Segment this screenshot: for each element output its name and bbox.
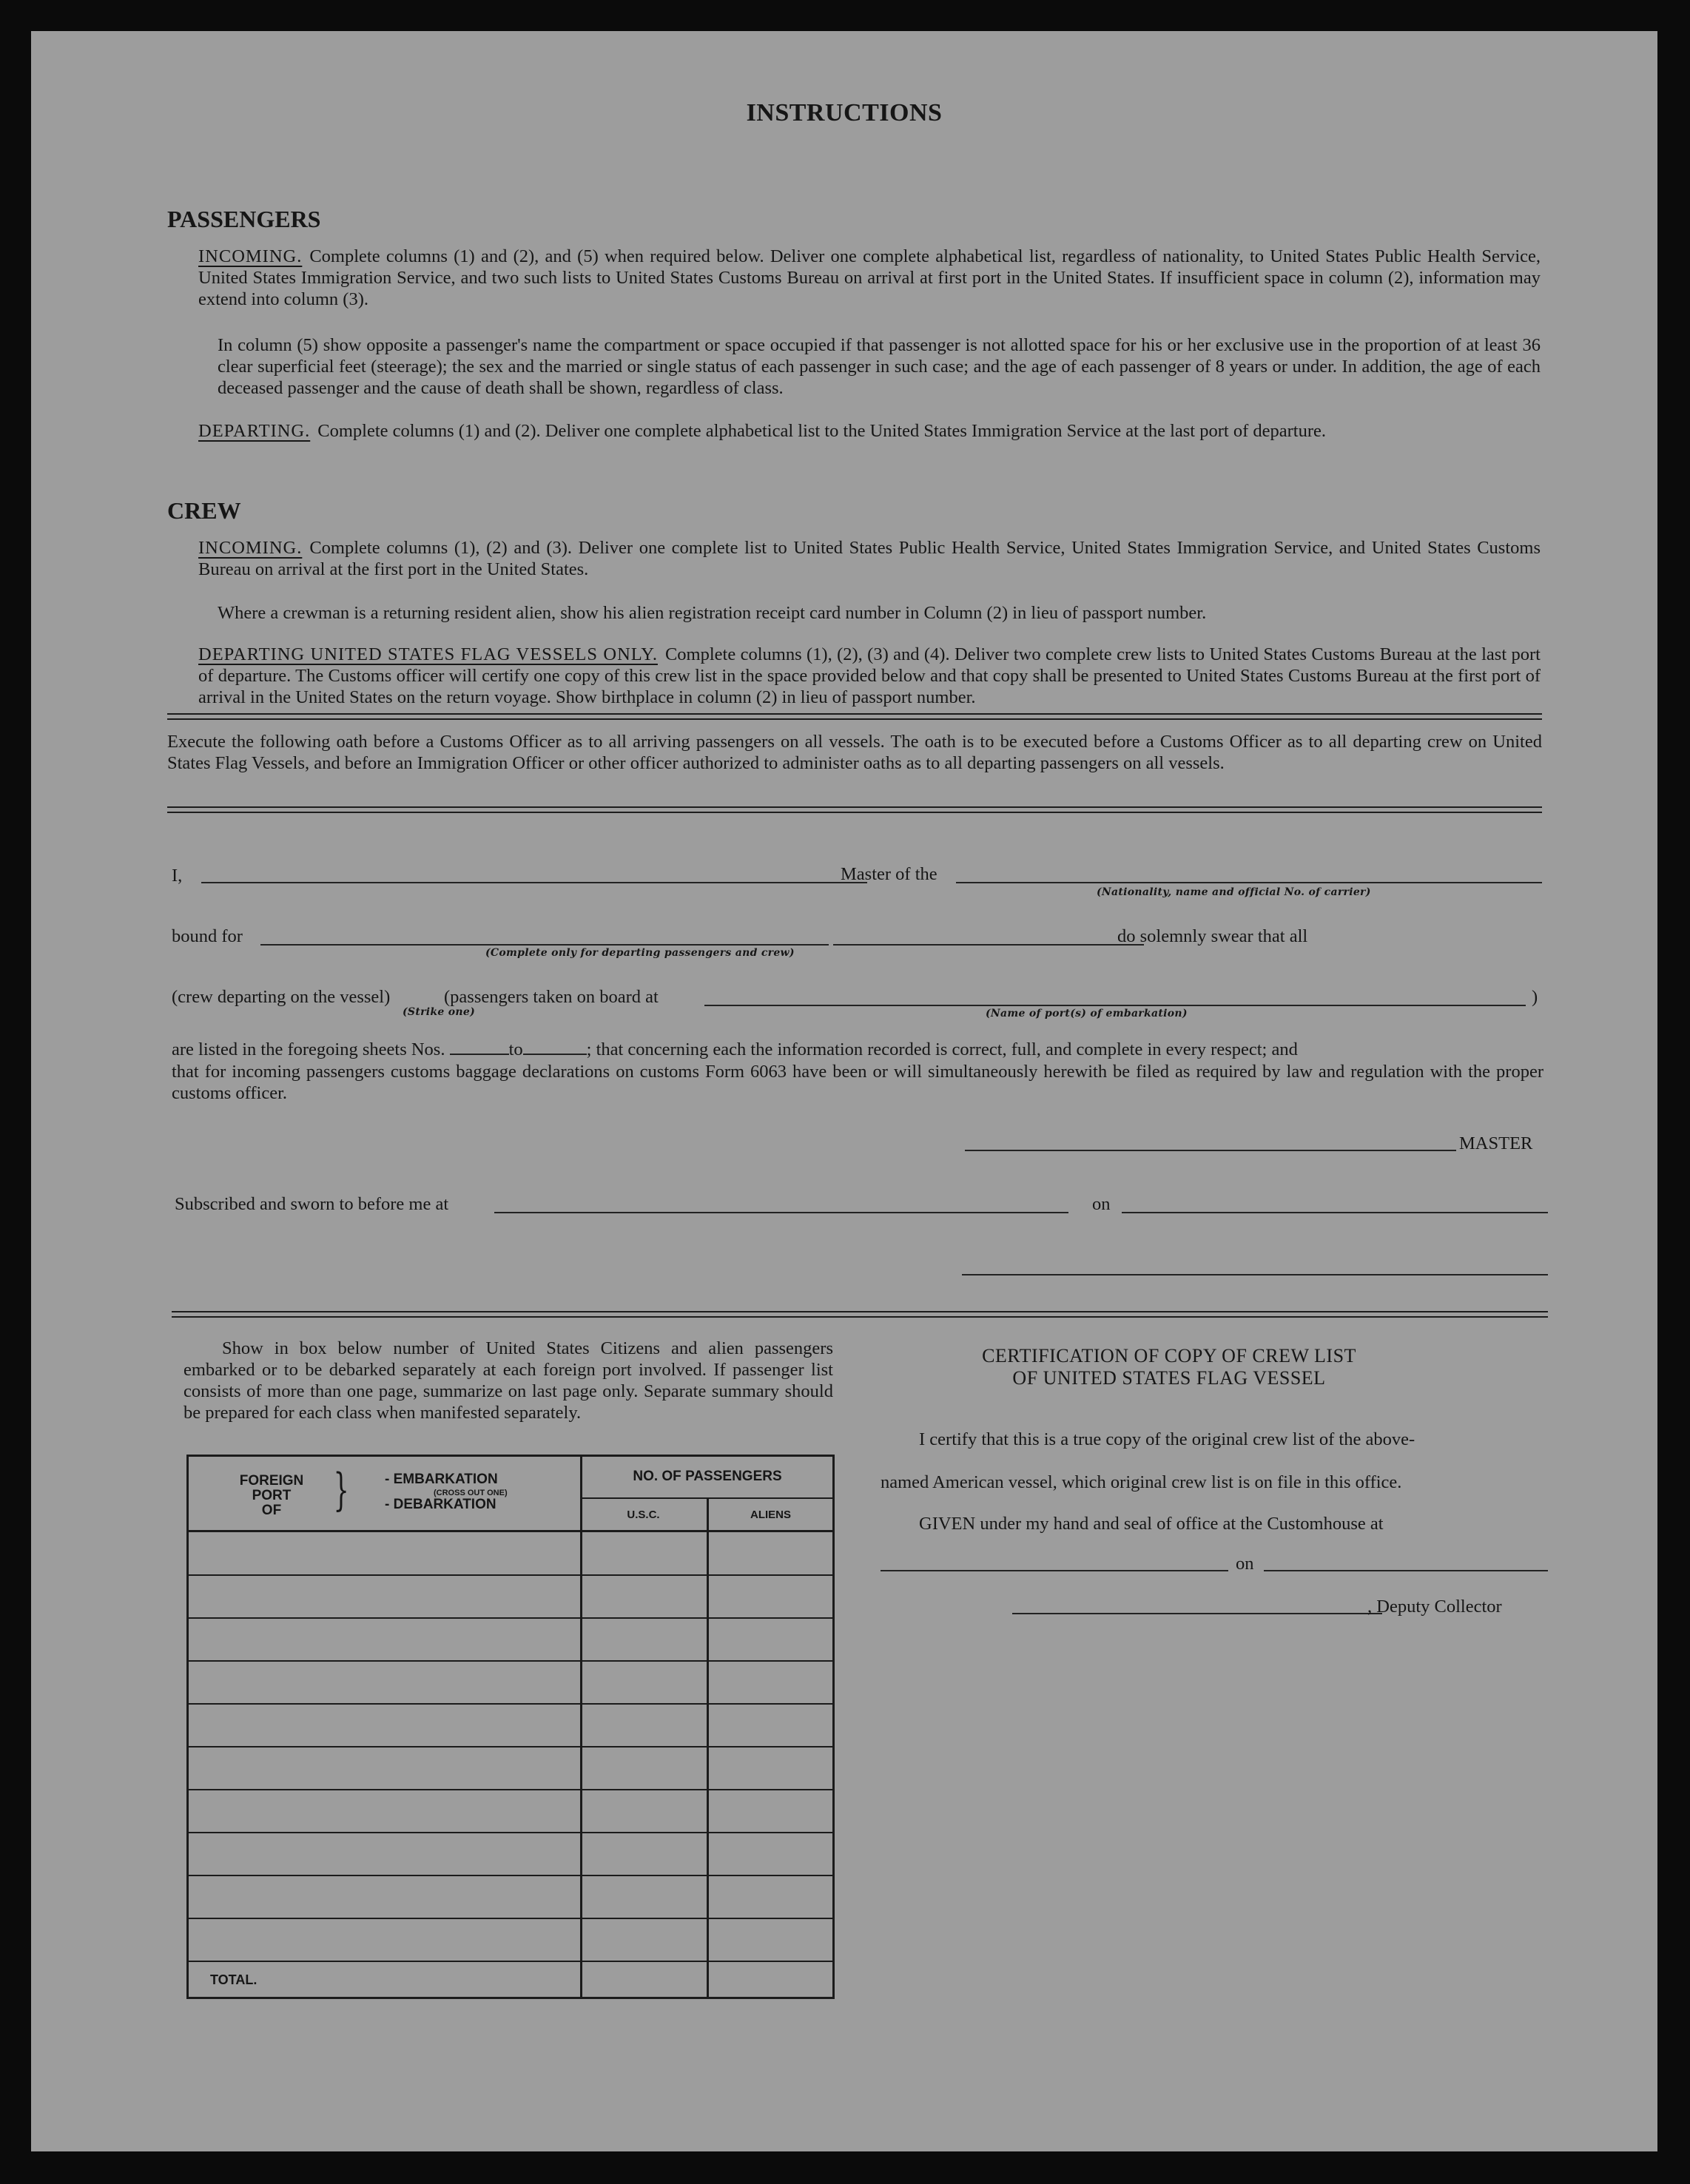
crew-departing-lead: DEPARTING UNITED STATES FLAG VESSELS ONLY.: [198, 644, 658, 664]
master-of-the-label: Master of the: [841, 864, 937, 884]
complete-caption: (Complete only for departing passengers and crew): [485, 947, 795, 959]
divider-1: [167, 713, 1542, 720]
passengers-departing-paragraph: [198, 420, 1541, 442]
total-label: TOTAL.: [210, 1972, 257, 1987]
sheet-to-field[interactable]: [523, 1039, 587, 1055]
deputy-collector-label: , Deputy Collector: [1367, 1597, 1502, 1617]
crew-incoming-text: Complete columns (1), (2) and (3). Deliver one complete list to United States Public Health Service, United States Immigration Service, and United States Customs Bureau on arrival at the first port in the United States.: [198, 538, 1541, 579]
strike-one-caption: (Strike one): [403, 1006, 476, 1018]
port-caption: (Name of port(s) of embarkation): [986, 1008, 1188, 1019]
listed-line-1: [172, 1039, 1298, 1060]
passengers-departing-text: Complete columns (1) and (2). Deliver one complete alphabetical list to the United States Immigration Service at the last port of departure.: [317, 421, 1326, 441]
passengers-departing-lead: DEPARTING.: [198, 421, 311, 441]
sheet-from-field[interactable]: [450, 1039, 509, 1055]
close-paren: ): [1532, 987, 1538, 1007]
bound-for-field-2[interactable]: [833, 944, 1144, 946]
page-title: INSTRUCTIONS: [746, 99, 943, 127]
form-page: [31, 31, 1657, 2151]
subscribed-label: Subscribed and sworn to before me at: [175, 1194, 449, 1214]
master-label: MASTER: [1459, 1133, 1533, 1153]
crew-departing-text: Complete columns (1), (2), (3) and (4). Deliver two complete crew lists to United States Customs Bureau at the last port of departure. The Customs officer will certify one copy of this crew list in the space provided below and that copy shall be presented to United States Customs Bureau at the first port of arrival in the United States on the return voyage. Show birthplace in column (2) in lieu of passport number.: [198, 644, 1541, 707]
table-row: [186, 1789, 835, 1790]
header-foreign: FOREIGN: [239, 1473, 304, 1489]
table-subheader-line: [580, 1497, 835, 1499]
table-row: [186, 1961, 835, 1962]
crew-departing-paragraph: [198, 644, 1541, 708]
table-row: [186, 1703, 835, 1705]
table-col-divider-2: [707, 1497, 709, 1999]
table-row: [186, 1574, 835, 1576]
crew-departing-option: (crew departing on the vessel): [172, 987, 391, 1007]
certification-title-line-1: CERTIFICATION OF COPY OF CREW LIST: [982, 1345, 1356, 1366]
embarkation-port-field[interactable]: [704, 1005, 1526, 1006]
divider-3: [172, 1311, 1548, 1318]
nationality-caption: (Nationality, name and official No. of carrier): [1097, 886, 1371, 898]
no-of-passengers-label: NO. OF PASSENGERS: [633, 1469, 782, 1484]
officer-signature-field[interactable]: [962, 1274, 1548, 1275]
divider-2: [167, 806, 1542, 813]
usc-label: U.S.C.: [627, 1509, 660, 1521]
certify-line-2: named American vessel, which original crew list is on file in this office.: [881, 1472, 1402, 1492]
table-row: [186, 1918, 835, 1919]
listed-continuation: ; that concerning each the information recorded is correct, full, and complete in every respect; and: [586, 1039, 1298, 1059]
embarkation-label: - EMBARKATION: [385, 1472, 498, 1487]
crew-incoming-paragraph: [198, 537, 1541, 580]
passengers-taken-option: (passengers taken on board at: [444, 987, 659, 1007]
deputy-signature-field[interactable]: [1012, 1613, 1382, 1614]
customhouse-field[interactable]: [881, 1570, 1228, 1571]
header-port: PORT: [252, 1488, 292, 1503]
table-row: [186, 1875, 835, 1876]
passengers-incoming-text: Complete columns (1) and (2), and (5) when required below. Deliver one complete alphabetical list, regardless of nationality, to United States Public Health Service, United States Immigration Service, and two such lists to United States Customs Bureau on arrival at first port in the United States. If insufficient space in column (2), information may extend into column (3).: [198, 246, 1541, 309]
listed-sheets-label: are listed in the foregoing sheets Nos.: [172, 1039, 445, 1059]
listed-to-label: to: [508, 1039, 523, 1059]
certification-title-line-2: OF UNITED STATES FLAG VESSEL: [1012, 1367, 1326, 1389]
listed-line-2: that for incoming passengers customs baggage declarations on customs Form 6063 have been or will simultaneously herewith be filed as required by law and regulation with the proper customs officer.: [172, 1062, 1543, 1103]
passengers-column5-paragraph: In column (5) show opposite a passenger's name the compartment or space occupied if that passenger is not allotted space for his or her exclusive use in the proportion of at least 36 clear superficial feet (steerage); the sex and the married or single status of each passenger in such case; and the age of each passenger of 8 years or under. In addition, the age of each deceased passenger and the cause of death shall be shown, regardless of class.: [218, 335, 1541, 398]
table-header-bottom: [186, 1530, 835, 1532]
passengers-heading: PASSENGERS: [167, 206, 321, 232]
passengers-incoming-lead: INCOMING.: [198, 246, 303, 266]
oath-instruction: Execute the following oath before a Customs Officer as to all arriving passengers on all vessels. The oath is to be executed before a Customs Officer as to all departing crew on United States Flag Vessels, and before an Immigration Officer or other officer authorized to administer oaths as to all departing passengers on all vessels.: [167, 732, 1542, 773]
given-line: GIVEN under my hand and seal of office at the Customhouse at: [919, 1514, 1384, 1534]
given-on-label: on: [1236, 1554, 1254, 1574]
debarkation-label: - DEBARKATION: [385, 1497, 496, 1512]
solemnly-swear-label: do solemnly swear that all: [1117, 926, 1308, 946]
bound-for-label: bound for: [172, 926, 243, 946]
certify-line-1: I certify that this is a true copy of the original crew list of the above-: [919, 1429, 1415, 1449]
given-date-field[interactable]: [1264, 1570, 1548, 1571]
vessel-nationality-field[interactable]: [956, 882, 1542, 883]
master-signature-field[interactable]: [965, 1150, 1456, 1151]
master-name-field[interactable]: [201, 882, 867, 883]
passengers-incoming-paragraph: [198, 246, 1541, 310]
table-row: [186, 1617, 835, 1619]
table-row: [186, 1832, 835, 1833]
summary-instruction: Show in box below number of United States Citizens and alien passengers embarked or to be debarked separately at each foreign port involved. If passenger list consists of more than one page, summarize on last page only. Separate summary should be prepared for each class when manifested separately.: [184, 1338, 833, 1423]
sworn-on-label: on: [1092, 1194, 1111, 1214]
sworn-place-field[interactable]: [494, 1212, 1068, 1213]
bound-for-field[interactable]: [260, 944, 829, 946]
table-row: [186, 1660, 835, 1662]
header-foreign-port-of: [223, 1474, 320, 1518]
oath-i-label: I,: [172, 866, 183, 886]
crew-incoming-lead: INCOMING.: [198, 538, 303, 558]
table-row: [186, 1746, 835, 1747]
sworn-date-field[interactable]: [1122, 1212, 1548, 1213]
aliens-label: ALIENS: [750, 1509, 791, 1521]
cross-out-label: (CROSS OUT ONE): [434, 1489, 508, 1497]
header-of: OF: [261, 1503, 282, 1518]
certification-title: [881, 1345, 1458, 1389]
crew-resident-paragraph: Where a crewman is a returning resident alien, show his alien registration receipt card number in Column (2) in lieu of passport number.: [218, 603, 1207, 623]
brace-glyph: }: [333, 1464, 349, 1516]
crew-heading: CREW: [167, 497, 241, 524]
